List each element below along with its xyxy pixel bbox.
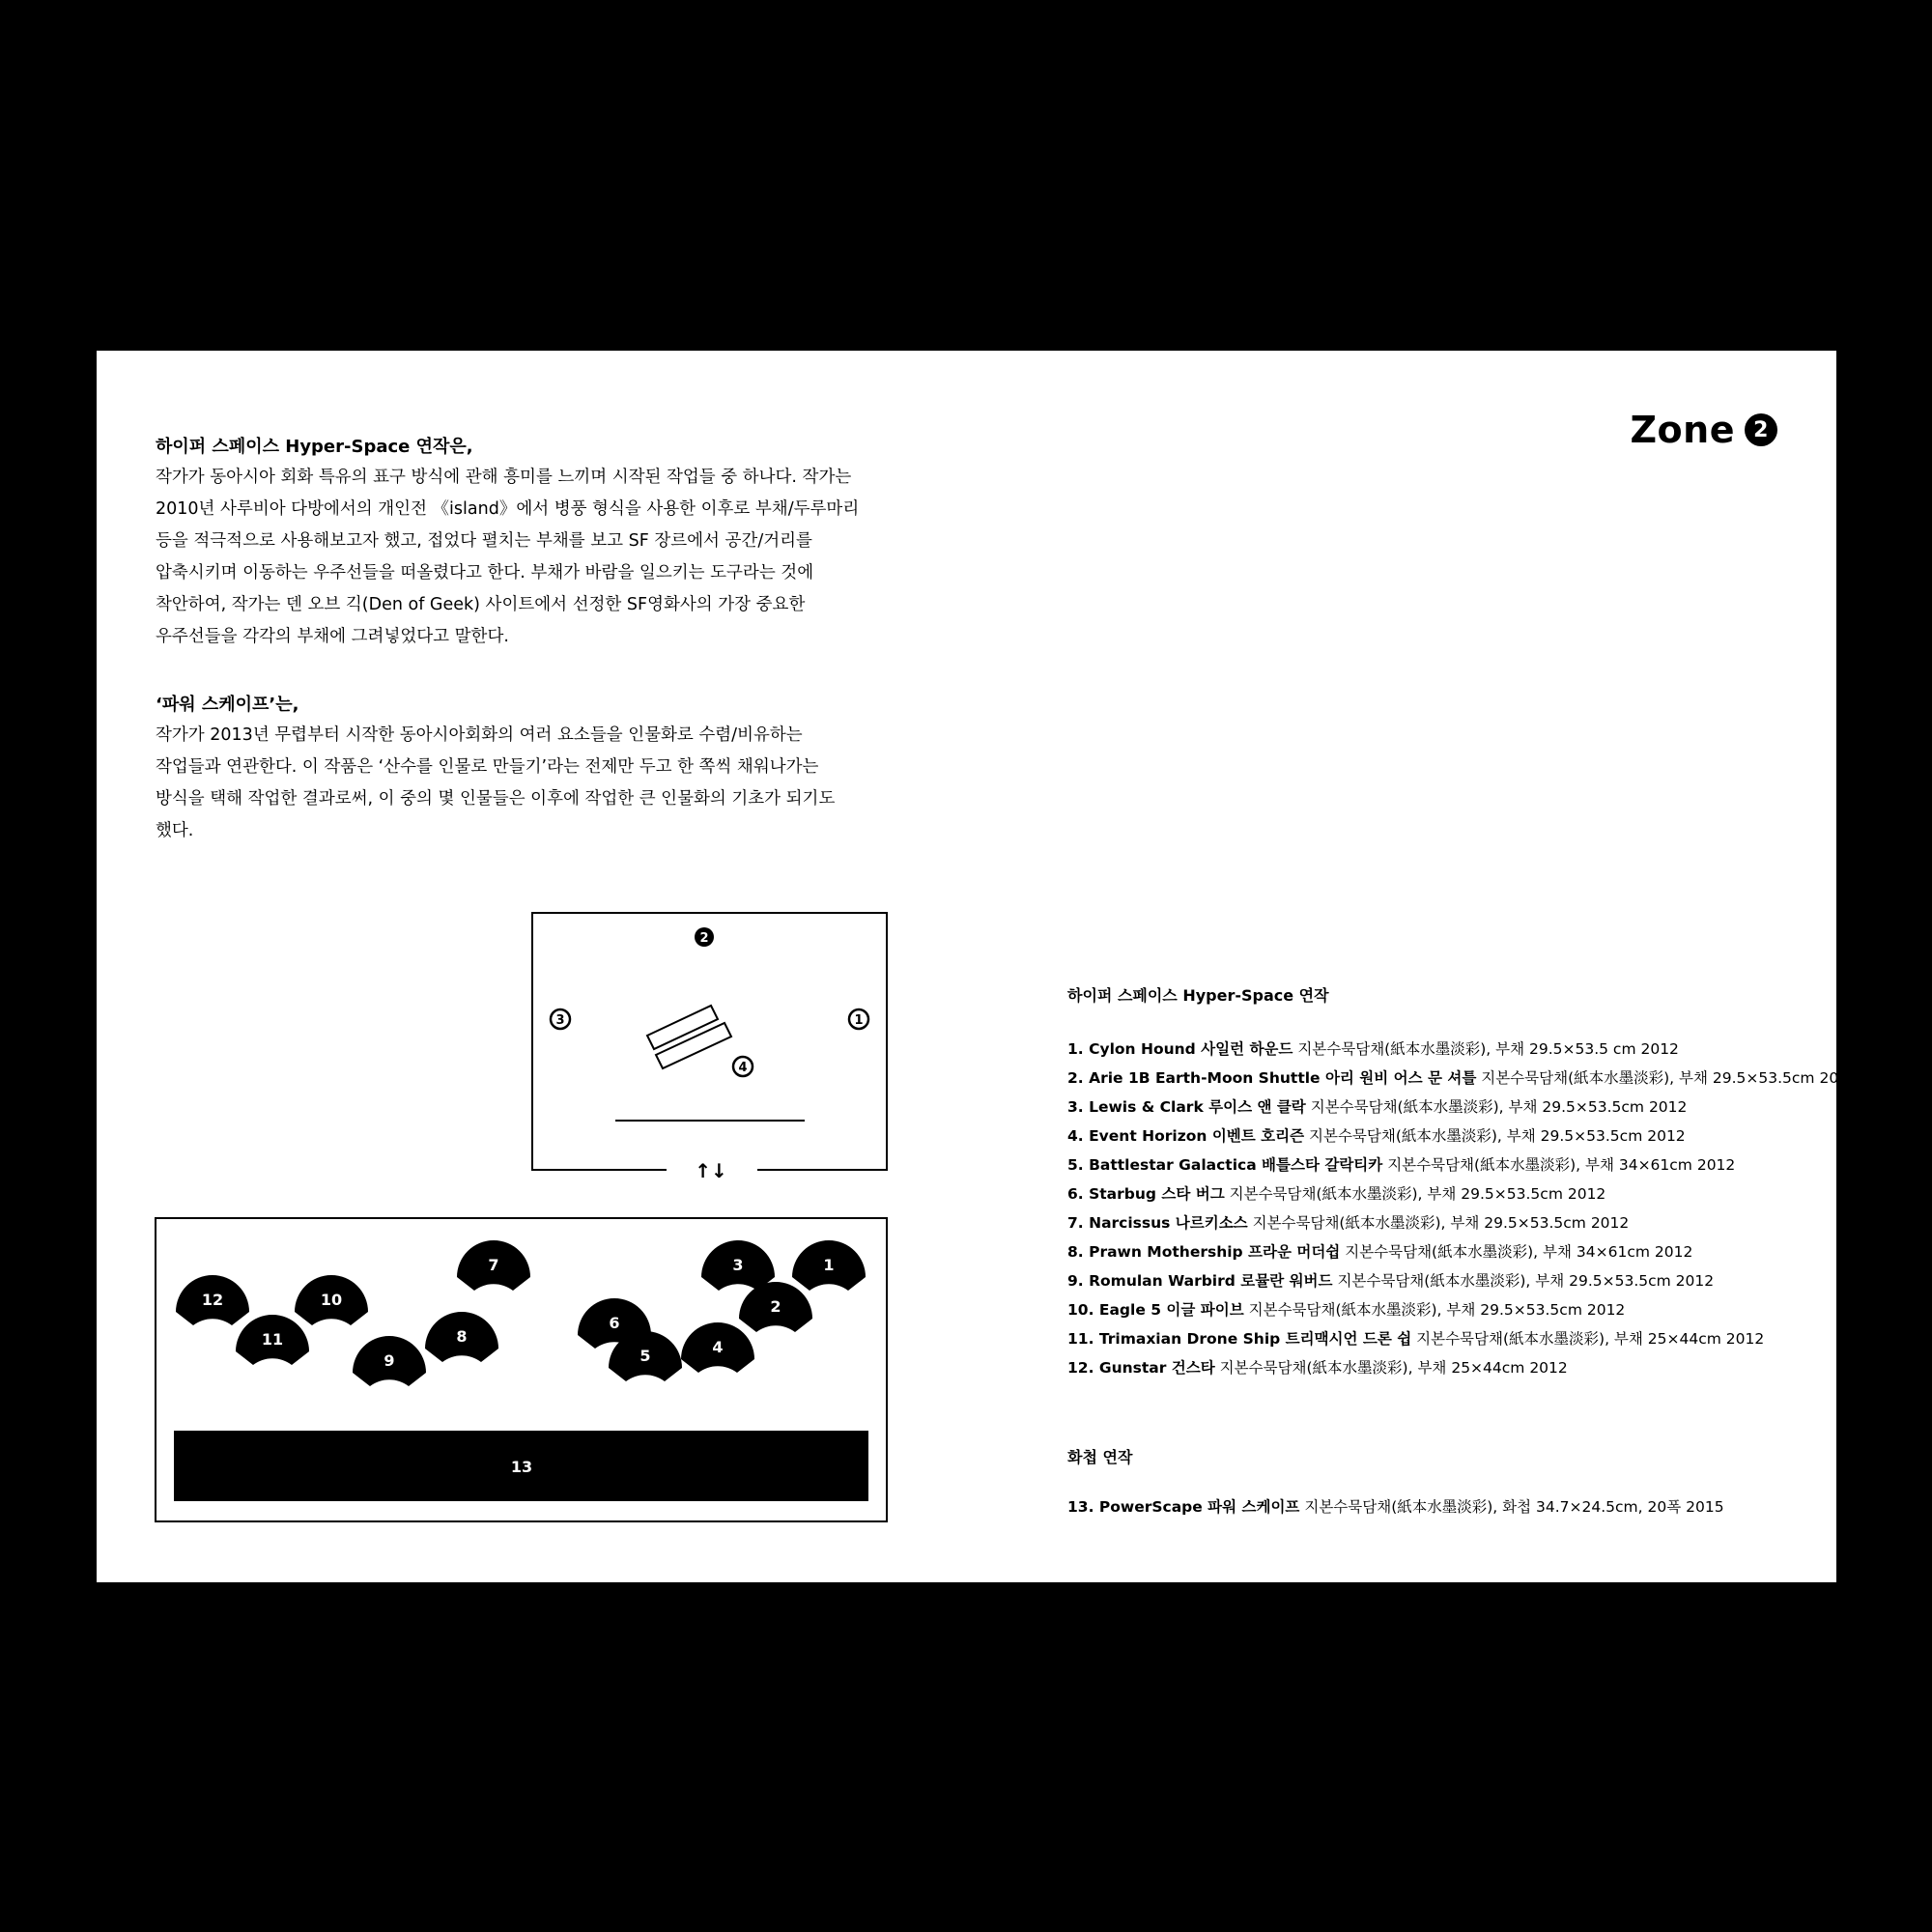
zone-label: Zone (1630, 409, 1735, 451)
work-number: 8. (1067, 1243, 1084, 1261)
work-title: Event Horizon 이벤트 호리즌 (1089, 1127, 1305, 1145)
work-detail: 지본수묵담채(紙本水墨淡彩), 부채 25×44cm 2012 (1219, 1359, 1568, 1377)
work-title: PowerScape 파워 스케이프 (1098, 1498, 1300, 1516)
svg-text:5: 5 (639, 1347, 651, 1365)
work-detail: 지본수묵담채(紙本水墨淡彩), 화첩 34.7×24.5cm, 20폭 2015 (1304, 1498, 1724, 1516)
work-item (1067, 1064, 1858, 1093)
work-title: Romulan Warbird 로뮬란 워버드 (1089, 1272, 1333, 1290)
work-number: 2. (1067, 1069, 1084, 1087)
marker-3-label: 3 (555, 1013, 565, 1028)
floor-plan (522, 906, 889, 1186)
work-item (1067, 1208, 1821, 1237)
work-item (1067, 1151, 1821, 1179)
work-detail: 지본수묵담채(紙本水墨淡彩), 부채 29.5×53.5cm 2012 (1309, 1127, 1686, 1145)
intro-powerscape-title: ‘파워 스케이프’는, (156, 695, 299, 715)
catalog-page (97, 351, 1858, 1582)
intro-line: 착안하여, 작가는 덴 오브 긱(Den of Geek) 사이트에서 선정한 SF영화사의 가장 중요한 (156, 595, 806, 614)
work-detail: 지본수묵담채(紙本水墨淡彩), 부채 29.5×53.5cm 2012 (1337, 1272, 1715, 1290)
intro-line: 압축시키며 이동하는 우주선들을 떠올렸다고 한다. 부채가 바람을 일으키는 도구라는 것에 (156, 563, 814, 582)
work-item (1067, 1237, 1821, 1266)
marker-2 (695, 927, 714, 947)
intro-powerscape (156, 691, 909, 847)
work-item (1067, 1179, 1821, 1208)
intro-line: 2010년 사루비아 다방에서의 개인전 《island》에서 병풍 형식을 사용한 이후로 부채/두루마리 (156, 499, 860, 519)
work-detail: 지본수묵담채(紙本水墨淡彩), 부채 29.5×53.5cm 2012 (1481, 1069, 1858, 1087)
work-number: 3. (1067, 1098, 1084, 1116)
work-detail: 지본수묵담채(紙本水墨淡彩), 부채 25×44cm 2012 (1416, 1330, 1765, 1348)
svg-text:1: 1 (823, 1256, 835, 1274)
work-title: Starbug 스타 버그 (1089, 1185, 1225, 1203)
work-item (1067, 1122, 1821, 1151)
work-item (1067, 1266, 1821, 1295)
svg-text:4: 4 (712, 1338, 724, 1356)
work-number: 4. (1067, 1127, 1084, 1145)
work-detail: 지본수묵담채(紙本水墨淡彩), 부채 34×61cm 2012 (1387, 1156, 1736, 1174)
work-number: 9. (1067, 1272, 1084, 1290)
svg-text:2: 2 (770, 1297, 781, 1316)
intro-hyper-space-title: 하이퍼 스페이스 Hyper-Space 연작은, (156, 437, 473, 457)
work-detail: 지본수묵담채(紙本水墨淡彩), 부채 34×61cm 2012 (1345, 1243, 1693, 1261)
marker-3 (551, 1009, 570, 1029)
work-title: Gunstar 건스타 (1098, 1359, 1215, 1377)
work-item (1067, 1035, 1821, 1064)
intro-line: 방식을 택해 작업한 결과로써, 이 중의 몇 인물들은 이후에 작업한 큰 인물화의 기초가 되기도 (156, 789, 836, 809)
intro-line: 작가가 동아시아 회화 특유의 표구 방식에 관해 흥미를 느끼며 시작된 작업들 중 하나다. 작가는 (156, 468, 852, 487)
marker-1 (849, 1009, 868, 1029)
svg-text:12: 12 (201, 1291, 224, 1309)
album-title: 화첩 연작 (1067, 1448, 1133, 1466)
series-list (1067, 1035, 1858, 1382)
work-detail: 지본수묵담채(紙本水墨淡彩), 부채 29.5×53.5cm 2012 (1310, 1098, 1688, 1116)
zone-number-badge: 2 (1745, 413, 1777, 446)
svg-text:7: 7 (488, 1256, 499, 1274)
work-number: 7. (1067, 1214, 1084, 1232)
work-number: 13. (1067, 1498, 1094, 1516)
work-title: Eagle 5 이글 파이브 (1098, 1301, 1244, 1319)
marker-2-label: 2 (699, 931, 709, 946)
work-number: 12. (1067, 1359, 1094, 1377)
intro-line: 했다. (156, 821, 194, 840)
work-number: 1. (1067, 1040, 1084, 1058)
entrance-arrows: ↑↓ (695, 1159, 727, 1182)
work-detail: 지본수묵담채(紙本水墨淡彩), 부채 29.5×53.5 cm 2012 (1297, 1040, 1679, 1058)
svg-text:11: 11 (261, 1330, 284, 1349)
marker-4-label: 4 (738, 1061, 748, 1075)
work-number: 11. (1067, 1330, 1094, 1348)
work-title: Trimaxian Drone Ship 트리맥시언 드론 쉽 (1098, 1330, 1412, 1348)
svg-text:9: 9 (384, 1351, 395, 1370)
series-title: 하이퍼 스페이스 Hyper-Space 연작 (1067, 986, 1329, 1005)
work-title: Arie 1B Earth-Moon Shuttle 아리 원비 어스 문 셔틀 (1089, 1069, 1477, 1087)
intro-line: 작업들과 연관한다. 이 작품은 ‘산수를 인물로 만들기’라는 전제만 두고 한 쪽씩 채워나가는 (156, 757, 819, 777)
album-title-block (1067, 1445, 1821, 1467)
svg-text:8: 8 (456, 1327, 468, 1346)
work-number: 6. (1067, 1185, 1084, 1203)
work-detail: 지본수묵담채(紙本水墨淡彩), 부채 29.5×53.5cm 2012 (1229, 1185, 1606, 1203)
work-title: Cylon Hound 사일런 하운드 (1089, 1040, 1293, 1058)
work-number: 10. (1067, 1301, 1094, 1319)
intro-line: 등을 적극적으로 사용해보고자 했고, 접었다 펼치는 부채를 보고 SF 장르에서 공간/거리를 (156, 531, 812, 551)
work-item (1067, 1353, 1821, 1382)
work-detail: 지본수묵담채(紙本水墨淡彩), 부채 29.5×53.5cm 2012 (1252, 1214, 1630, 1232)
marker-1-label: 1 (854, 1013, 864, 1028)
marker-4 (733, 1057, 753, 1076)
svg-text:3: 3 (732, 1256, 744, 1274)
zone-title (1631, 409, 1778, 451)
work-title: Battlestar Galactica 배틀스타 갈락티카 (1089, 1156, 1383, 1174)
intro-line: 우주선들을 각각의 부채에 그려넣었다고 말한다. (156, 627, 509, 646)
work-title: Lewis & Clark 루이스 앤 클락 (1089, 1098, 1306, 1116)
svg-text:10: 10 (320, 1291, 343, 1309)
work-item (1067, 1492, 1821, 1521)
long-piece-13 (174, 1431, 868, 1501)
svg-text:13: 13 (510, 1458, 533, 1476)
series-title-block (1067, 983, 1821, 1006)
intro-hyper-space (156, 433, 909, 653)
work-detail: 지본수묵담채(紙本水墨淡彩), 부채 29.5×53.5cm 2012 (1248, 1301, 1626, 1319)
intro-line: 작가가 2013년 무렵부터 시작한 동아시아회화의 여러 요소들을 인물화로 수렴/비유하는 (156, 725, 803, 745)
work-number: 5. (1067, 1156, 1084, 1174)
work-item (1067, 1324, 1821, 1353)
work-item (1067, 1295, 1821, 1324)
wall-layout (155, 1217, 891, 1526)
work-title: Narcissus 나르키소스 (1089, 1214, 1248, 1232)
svg-text:6: 6 (609, 1314, 620, 1332)
work-title: Prawn Mothership 프라운 머더쉽 (1089, 1243, 1341, 1261)
album-list (1067, 1492, 1821, 1521)
work-item (1067, 1093, 1821, 1122)
